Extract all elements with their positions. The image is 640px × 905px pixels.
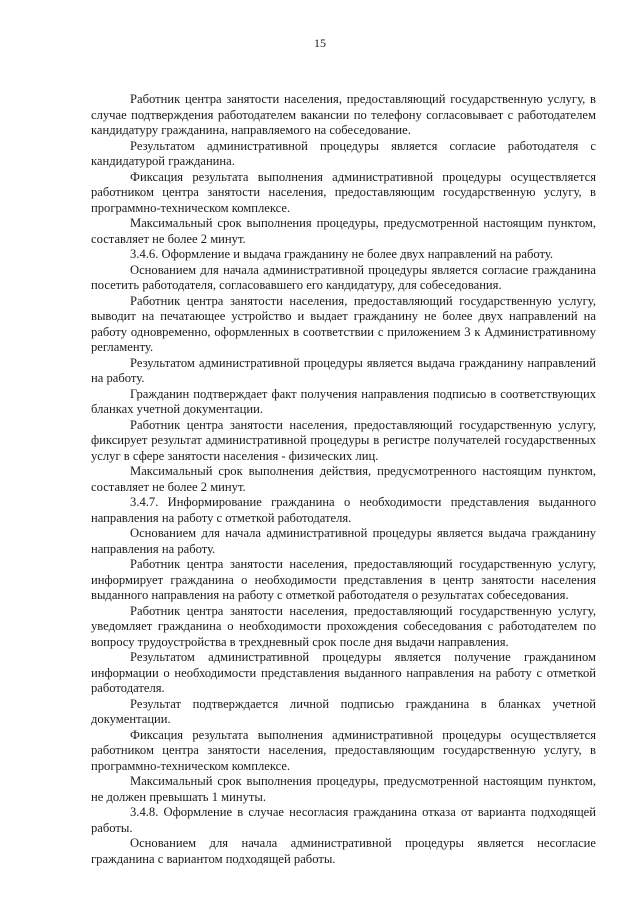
paragraph: Максимальный срок выполнения процедуры, предусмотренной настоящим пунктом, не должен превышать 1 минуты. [91, 774, 596, 804]
paragraph: Результатом административной процедуры является согласие работодателя с кандидатурой гражданина. [91, 138, 596, 168]
paragraph: Основанием для начала административной процедуры является несогласие гражданина с вариантом подходящей работы. [91, 836, 596, 866]
paragraph: Результат подтверждается личной подписью гражданина в бланках учетной документации. [91, 696, 596, 726]
paragraph: Работник центра занятости населения, предоставляющий государственную услугу, уведомляет гражданина о необходимости прохождения собеседования с работодателем по вопросу трудоустройства в трехдневный срок после дня выдачи направления. [91, 603, 596, 649]
paragraph: Основанием для начала административной процедуры является согласие гражданина посетить работодателя, согласовавшего его кандидатуру, для собеседования. [91, 262, 596, 292]
paragraph: Основанием для начала административной процедуры является выдача гражданину направления на работу. [91, 526, 596, 556]
paragraph: Максимальный срок выполнения процедуры, предусмотренной настоящим пунктом, составляет не более 2 минут. [91, 216, 596, 246]
paragraph: Фиксация результата выполнения административной процедуры осуществляется работником центра занятости населения, предоставляющим государственную услугу, в программно-техническом комплексе. [91, 169, 596, 215]
paragraph: Работник центра занятости населения, предоставляющий государственную услугу, в случае подтверждения работодателем вакансии по телефону согласовывает с работодателем кандидатуру гражданина, направляемого на собеседование. [91, 92, 596, 137]
section-heading-3-4-7: 3.4.7. Информирование гражданина о необходимости представления выданного направления на работу с отметкой работодателя. [91, 495, 596, 525]
page-number: 15 [314, 36, 326, 50]
paragraph: Результатом административной процедуры является получение гражданином информации о необходимости представления выданного направления на работу с отметкой работодателя. [91, 650, 596, 695]
paragraph: Результатом административной процедуры является выдача гражданину направлений на работу. [91, 355, 596, 385]
paragraph: Гражданин подтверждает факт получения направления подписью в соответствующих бланках учетной документации. [91, 386, 596, 416]
paragraph: Работник центра занятости населения, предоставляющий государственную услугу, фиксирует результат административной процедуры в регистре получателей государственных услуг в сфере занятости населения - физических лиц. [91, 417, 596, 463]
paragraph: Максимальный срок выполнения действия, предусмотренного настоящим пунктом, составляет не более 2 минут. [91, 464, 596, 494]
section-heading-3-4-6: 3.4.6. Оформление и выдача гражданину не более двух направлений на работу. [130, 247, 554, 261]
paragraph: Работник центра занятости населения, предоставляющий государственную услугу, информирует гражданина о необходимости представления в центр занятости населения выданного направления на работу с отметкой работодателя о результатах собеседования. [91, 557, 596, 602]
section-heading-3-4-8: 3.4.8. Оформление в случае несогласия гражданина отказа от варианта подходящей работы. [91, 805, 596, 835]
document-body [91, 92, 596, 867]
paragraph: Работник центра занятости населения, предоставляющий государственную услугу, выводит на печатающее устройство и выдает гражданину не более двух направлений на работу одновременно, оформленных в соответствии с приложением 3 к Административному регламенту. [91, 293, 596, 354]
paragraph: Фиксация результата выполнения административной процедуры осуществляется работником центра занятости населения, предоставляющим государственную услугу, в программно-техническом комплексе. [91, 727, 596, 773]
